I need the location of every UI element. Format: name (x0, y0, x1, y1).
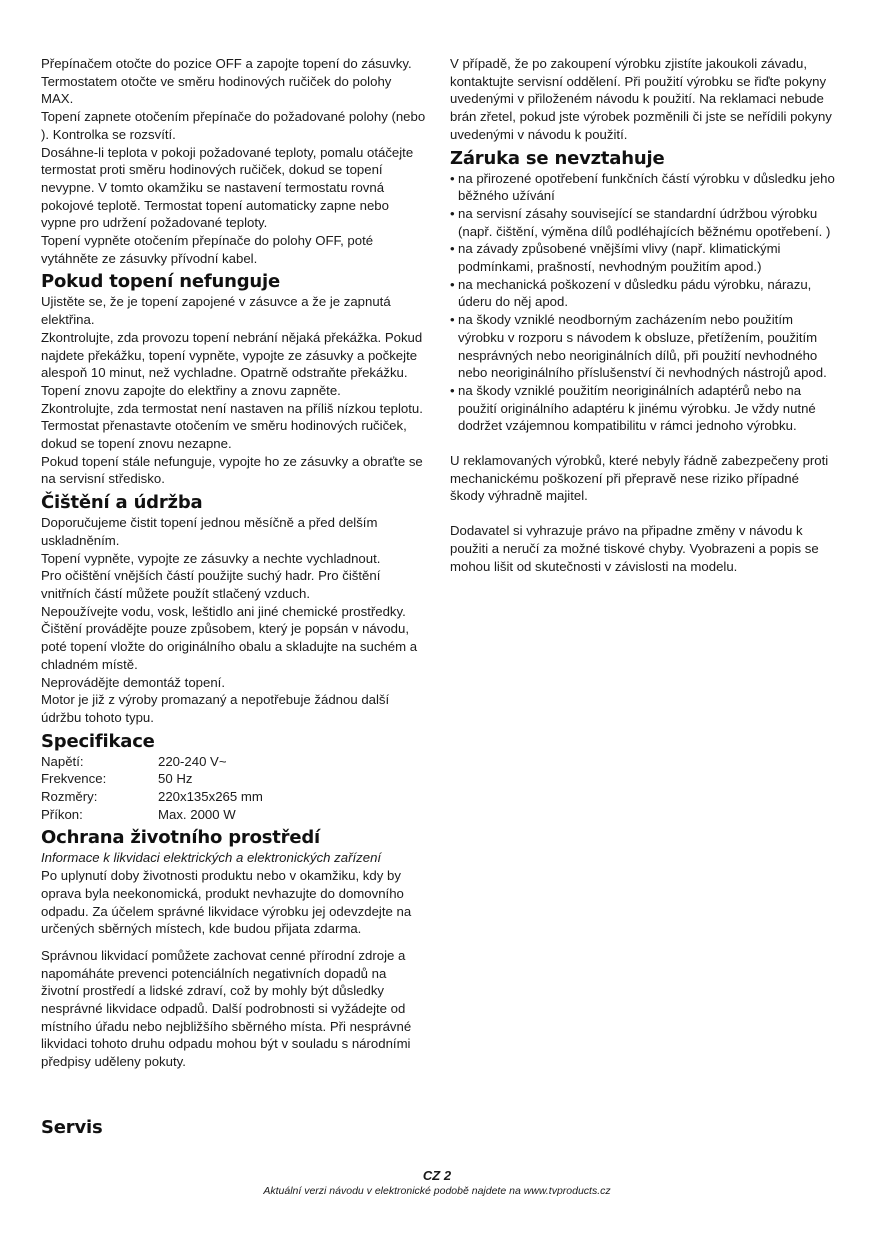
intro-paragraph: Topení vypněte otočením přepínače do polohy OFF, poté vytáhněte ze zásuvky přívodní kabel. (41, 233, 374, 266)
cleaning-heading: Čištění a údržba (41, 492, 203, 514)
service-intro-paragraph: V případě, že po zakoupení výrobku zjistíte jakoukoli závadu, kontaktujte servisní oddělení. Při použití výrobku se řiďte pokyny uvedenými v přiloženém návodu k použití. Na reklamaci nebude brán zřetel, pokud jste výrobek pozměnili či jste se neřídili pokyny uvedenými v návodu k použití. (450, 56, 832, 142)
specs-heading: Specifikace (41, 730, 155, 752)
list-item: • na přirozené opotřebení funkčních částí výrobku v důsledku jeho běžného užívání (450, 170, 836, 205)
environment-heading: Ochrana životního prostředí (41, 827, 321, 849)
spec-label: Příkon: (41, 806, 83, 822)
list-item: • na mechanická poškození v důsledku pádu výrobku, nárazu, úderu do něj apod. (450, 276, 836, 311)
environment-paragraph: Správnou likvidací pomůžete zachovat cenné přírodní zdroje a napomáháte prevenci potenciálních negativních dopadů na životní prostředí a lidské zdraví, což by mohly být důsledky nesprávné likvidace odpadů. Další podrobnosti si vyžádejte od místního úřadu nebo nejbližšího sběrného místa. Při nesprávné likvidaci tohoto druhu odpadu mohou být v souladu s národními předpisy uděleny pokuty. (41, 947, 412, 1070)
spec-label: Frekvence: (41, 771, 107, 787)
troubleshoot-paragraph: Zkontrolujte, zda termostat není nastaven na příliš nízkou teplotu. Termostat přenastavte otočením ve směru hodinových ručiček, dokud se topení znovu nezapne. (41, 400, 423, 452)
warranty-exclusions-list (450, 170, 836, 436)
servis-heading: Servis (41, 1117, 103, 1138)
cleaning-paragraph: Nepoužívejte vodu, vosk, leštidlo ani jiné chemické prostředky. (41, 603, 406, 619)
intro-paragraph: Topení zapnete otočením přepínače do požadované polohy (nebo ). Kontrolka se rozsvítí. (41, 109, 426, 142)
spec-value: Max. 2000 W (158, 806, 236, 822)
footer-note: Aktuální verzi návodu v elektronické podobě najdete na www.tvproducts.cz (263, 1185, 611, 1197)
page-footer (0, 1167, 874, 1198)
cleaning-paragraph: Doporučujeme čistit topení jednou měsíčně a před delším uskladněním. (41, 515, 378, 548)
right-column (450, 55, 836, 575)
left-column (41, 55, 427, 1071)
spec-row (41, 788, 427, 806)
troubleshoot-heading: Pokud topení nefunguje (41, 271, 280, 293)
cleaning-paragraph: Neprovádějte demontáž topení. (41, 674, 226, 690)
cleaning-paragraph: Motor je již z výroby promazaný a nepotřebuje žádnou další údržbu tohoto typu. (41, 692, 390, 725)
warranty-heading: Záruka se nevztahuje (450, 147, 665, 169)
spec-value: 220-240 V~ (158, 753, 227, 769)
spec-row (41, 753, 427, 771)
list-item: • na závady způsobené vnějšími vlivy (např. klimatickými podmínkami, prašností, nevhodným použitím apod.) (450, 240, 836, 275)
cleaning-paragraph: Pro očištění vnějších částí použijte suchý hadr. Pro čištění vnitřních částí můžete použít stlačený vzduch. (41, 568, 381, 601)
page-number: CZ 2 (422, 1168, 452, 1183)
environment-subheading: Informace k likvidaci elektrických a elektronických zařízení (41, 850, 382, 866)
cleaning-paragraph: Čištění provádějte pouze způsobem, který je popsán v návodu, poté topení vložte do originálního obalu a skladujte na suchém a chladném místě. (41, 621, 418, 672)
claims-note: U reklamovaných výrobků, které nebyly řádně zabezpečeny proti mechanickému poškození při přepravě nese riziko případné škody výhradně majitel. (450, 453, 829, 504)
spec-label: Rozměry: (41, 789, 98, 805)
spec-value: 50 Hz (158, 771, 193, 787)
cleaning-paragraph: Topení vypněte, vypojte ze zásuvky a nechte vychladnout. (41, 550, 381, 566)
spec-row (41, 806, 427, 824)
spec-row (41, 770, 427, 788)
list-item: • na servisní zásahy související se standardní údržbou výrobku (např. čištění, výměna dílů podléhajících běžnému opotřebení. ) (450, 205, 836, 240)
intro-paragraph: Přepínačem otočte do pozice OFF a zapojte topení do zásuvky. Termostatem otočte ve směru hodinových ručiček do polohy MAX. (41, 56, 412, 107)
specs-table (41, 753, 427, 824)
intro-paragraph: Dosáhne-li teplota v pokoji požadované teploty, pomalu otáčejte termostat proti směru hodinových ručiček, dokud se topení nevypne. V tomto okamžiku se nastavení termostatu rovná pokojové teplotě. Termostat topení automaticky zapne nebo vypne pro udržení požadované teploty. (41, 144, 414, 231)
list-item: • na škody vzniklé neodborným zacházením nebo použitím výrobku v rozporu s návodem k obsluze, přetížením, použitím nesprávných nebo neoriginálních dílů, při použití nevhodného nebo neoriginálního příslušenství či nevhodných nástrojů apod. (450, 311, 836, 382)
spec-label: Napětí: (41, 753, 84, 769)
spec-value: 220x135x265 mm (158, 789, 263, 805)
troubleshoot-paragraph: Zkontrolujte, zda provozu topení nebrání nějaká překážka. Pokud najdete překážku, topení vypněte, vypojte ze zásuvky a počkejte alespoň 10 minut, než vychladne. Opatrně odstraňte překážku. Topení znovu zapojte do elektřiny a znovu zapněte. (41, 329, 423, 398)
troubleshoot-paragraph: Ujistěte se, že je topení zapojené v zásuvce a že je zapnutá elektřina. (41, 294, 391, 328)
list-item: • na škody vzniklé použitím neoriginálních adaptérů nebo na použití originálního adaptéru k jinému výrobku. Je vždy nutné dodržet vzájemnou kompatibilitu v rámci jednoho výrobku. (450, 382, 836, 435)
environment-paragraph: Po uplynutí doby životnosti produktu nebo v okamžiku, kdy by oprava byla neekonomická, produkt nevhazujte do domovního odpadu. Za účelem správné likvidace výrobku jej odevzdejte na určených sběrných místech, kde budou přijata zdarma. (41, 868, 412, 937)
supplier-note: Dodavatel si vyhrazuje právo na připadne změny v návodu k použiti a neručí za možné tiskové chyby. Vyobrazeni a popis se mohou lišit od skutečnosti v závislosti na modelu. (450, 523, 819, 574)
troubleshoot-paragraph: Pokud topení stále nefunguje, vypojte ho ze zásuvky a obraťte se na servisní středisko. (41, 453, 423, 487)
